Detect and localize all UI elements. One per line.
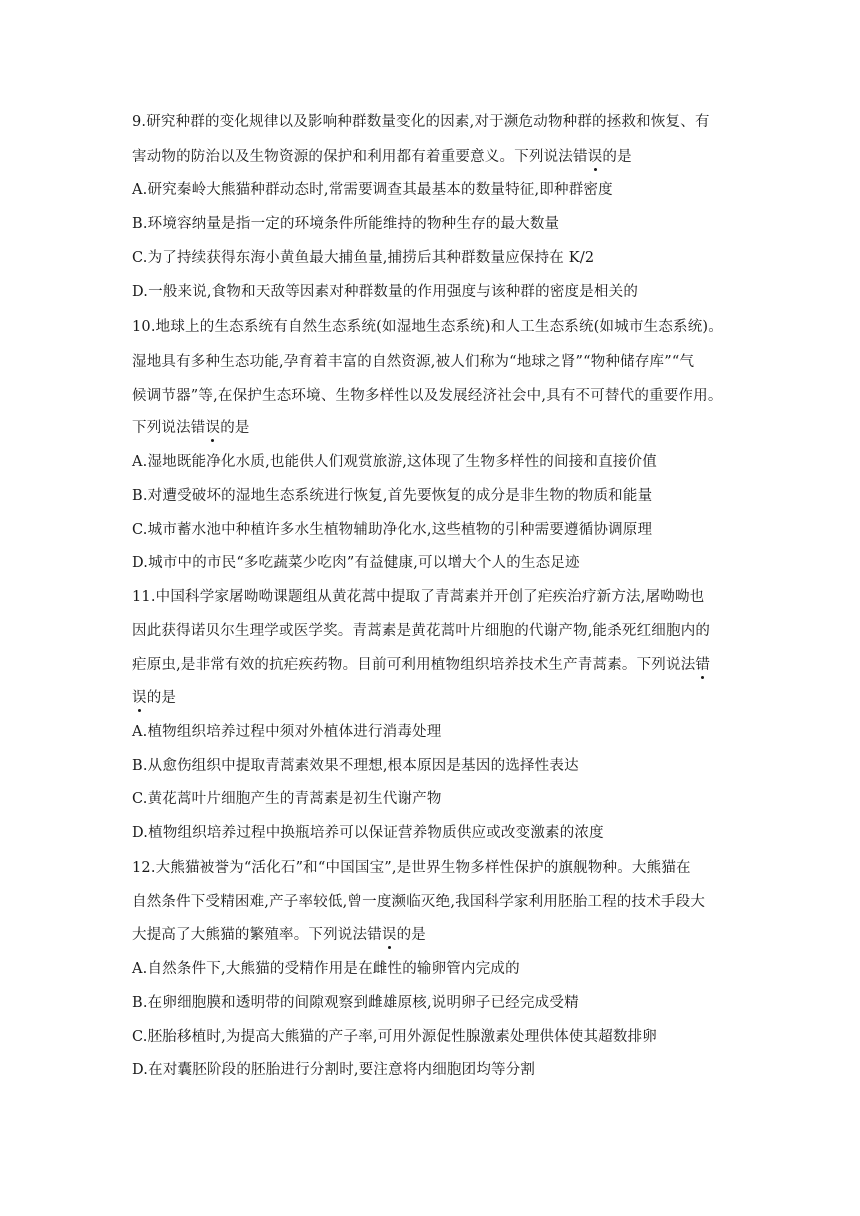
q9-stem-line-2: 害动物的防治以及生物资源的保护和利用都有着重要意义。下列说法错误的是 (132, 149, 632, 165)
q12-option-d: D.在对囊胚阶段的胚胎进行分割时,要注意将内细胞团均等分割 (132, 1062, 536, 1078)
q11-option-d: D.植物组织培养过程中换瓶培养可以保证营养物质供应或改变激素的浓度 (132, 825, 604, 841)
q11-stem-line-4: 误的是 (132, 690, 177, 706)
q10-stem-line-3: 候调节器”等,在保护生态环境、生物多样性以及发展经济社会中,具有不可替代的重要作用。 (132, 388, 723, 404)
q9-option-c: C.为了持续获得东海小黄鱼最大捕鱼量,捕捞后其种群数量应保持在 K/2 (132, 250, 595, 266)
q9-option-a: A.研究秦岭大熊猫种群动态时,常需要调查其最基本的数量特征,即种群密度 (132, 182, 613, 198)
emphasis-mark: 误 (205, 420, 221, 436)
q10-option-d: D.城市中的市民“多吃蔬菜少吃肉”有益健康,可以增大个人的生态足迹 (132, 555, 580, 571)
q11-option-c: C.黄花蒿叶片细胞产生的青蒿素是初生代谢产物 (132, 791, 442, 807)
q9-stem-line-1: 9.研究种群的变化规律以及影响种群数量变化的因素,对于濒危动物种群的拯救和恢复、有 (132, 114, 710, 130)
q11-stem-line-3: 疟原虫,是非常有效的抗疟疾药物。目前可利用植物组织培养技术生产青蒿素。下列说法错 (132, 657, 711, 673)
q12-stem-line-3: 大提高了大熊猫的繁殖率。下列说法错误的是 (132, 927, 427, 943)
q12-option-c: C.胚胎移植时,为提高大熊猫的产子率,可用外源促性腺激素处理供体使其超数排卵 (132, 1029, 658, 1045)
emphasis-mark: 误 (587, 149, 603, 165)
q11-stem-line-1: 11.中国科学家屠呦呦课题组从黄花蒿中提取了青蒿素并开创了疟疾治疗新方法,屠呦呦也 (132, 589, 705, 605)
emphasis-mark: 错 (695, 657, 711, 673)
q10-option-a: A.湿地既能净化水质,也能供人们观赏旅游,这体现了生物多样性的间接和直接价值 (132, 454, 657, 470)
q11-option-a: A.植物组织培养过程中须对外植体进行消毒处理 (132, 724, 442, 740)
q11-stem-line-2: 因此获得诺贝尔生理学或医学奖。青蒿素是黄花蒿叶片细胞的代谢产物,能杀死红细胞内的 (132, 623, 711, 639)
q10-option-b: B.对遭受破坏的湿地生态系统进行恢复,首先要恢复的成分是非生物的物质和能量 (132, 488, 653, 504)
emphasis-mark: 误 (132, 690, 147, 706)
emphasis-mark: 误 (381, 927, 397, 943)
q9-option-b: B.环境容纳量是指一定的环境条件所能维持的物种生存的最大数量 (132, 216, 560, 232)
q9-option-d: D.一般来说,食物和天敌等因素对种群数量的作用强度与该种群的密度是相关的 (132, 284, 639, 300)
q10-option-c: C.城市蓄水池中种植许多水生植物辅助净化水,这些植物的引种需要遵循协调原理 (132, 522, 653, 538)
q12-stem-line-1: 12.大熊猫被誉为“活化石”和“中国国宝”,是世界生物多样性保护的旗舰物种。大熊猫在 (132, 860, 691, 876)
q12-option-b: B.在卵细胞膜和透明带的间隙观察到雌雄原核,说明卵子已经完成受精 (132, 995, 579, 1011)
q10-stem-line-4: 下列说法错误的是 (132, 420, 250, 436)
q11-option-b: B.从愈伤组织中提取青蒿素效果不理想,根本原因是基因的选择性表达 (132, 758, 579, 774)
q10-stem-line-2: 湿地具有多种生态功能,孕育着丰富的自然资源,被人们称为“地球之肾”“物种储存库”“气 (132, 354, 695, 370)
q10-stem-line-1: 10.地球上的生态系统有自然生态系统(如湿地生态系统)和人工生态系统(如城市生态系统)。 (132, 319, 723, 335)
q12-stem-line-2: 自然条件下受精困难,产子率较低,曾一度濒临灭绝,我国科学家利用胚胎工程的技术手段大 (132, 894, 706, 910)
q12-option-a: A.自然条件下,大熊猫的受精作用是在雌性的输卵管内完成的 (132, 961, 520, 977)
